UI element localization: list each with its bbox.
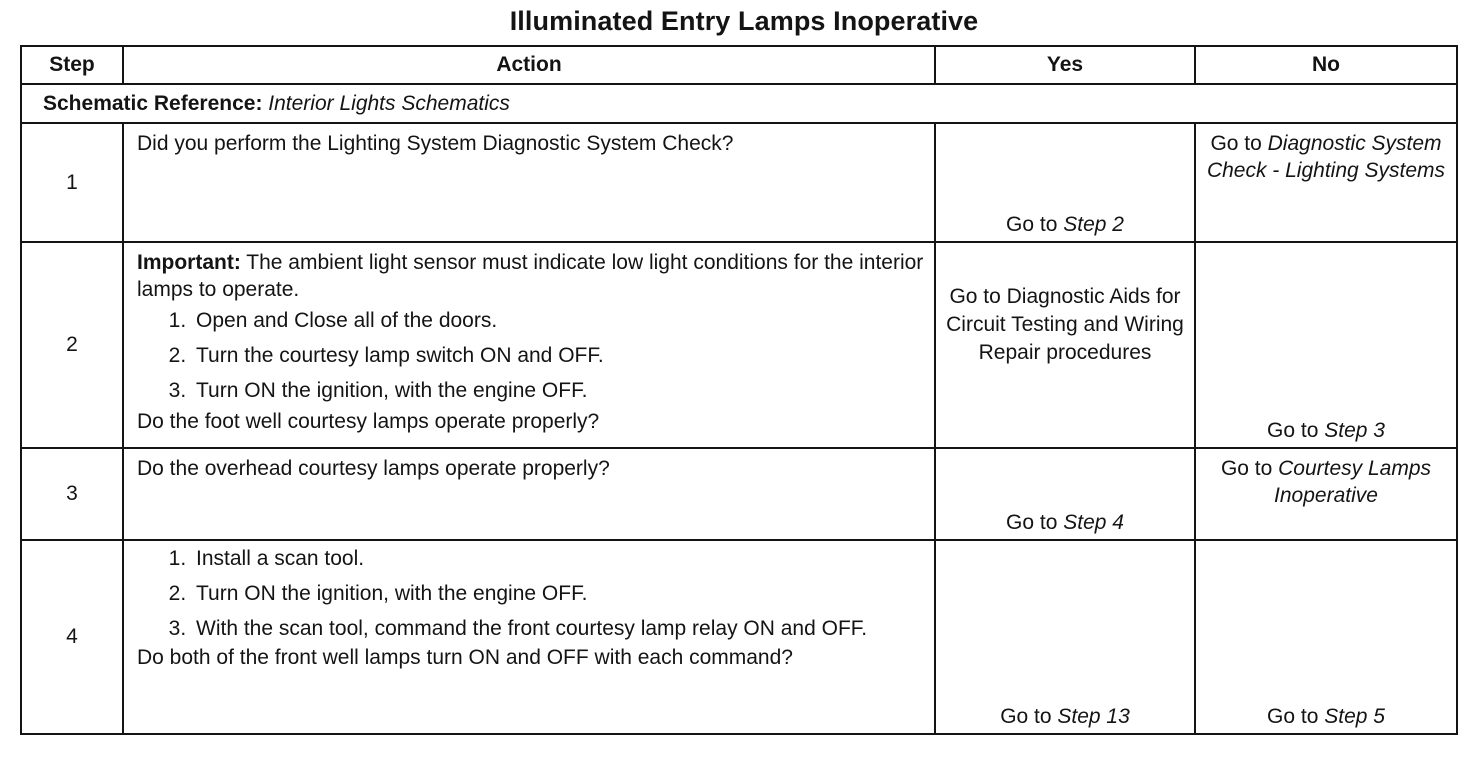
step-number: 2 [21,242,123,448]
list-item: 2. Turn the courtesy lamp switch ON and OFF. [192,342,928,369]
list-item: 3. With the scan tool, command the front courtesy lamp relay ON and OFF. [192,615,928,642]
yes-result [936,213,1194,237]
list-item: 1. Install a scan tool. [192,545,928,572]
yes-result [936,511,1194,535]
schematic-reference-label: Schematic Reference: [43,91,263,115]
step-number: 4 [21,540,123,734]
action-text [124,541,934,670]
yes-cell [935,123,1195,242]
action-cell [123,242,935,448]
header-row [21,46,1457,84]
action-list [137,307,928,404]
page-title: Illuminated Entry Lamps Inoperative [509,6,979,36]
yes-result [936,705,1194,729]
no-result [1196,419,1456,443]
step-number: 1 [21,123,123,242]
yes-link[interactable]: Step 2 [1063,213,1124,236]
no-prefix: Go to [1220,457,1279,480]
no-link[interactable]: Diagnostic System Check - Lighting Systems [1206,132,1446,182]
list-item: 1. Open and Close all of the doors. [192,307,928,334]
yes-link[interactable]: Step 13 [1057,705,1130,728]
action-cell [123,123,935,242]
yes-link[interactable]: Step 4 [1063,511,1124,534]
table-row [21,540,1457,734]
no-result [1196,124,1456,184]
no-cell [1195,448,1457,540]
action-text: Did you perform the Lighting System Diagnostic System Check? [137,132,734,155]
important-text: The ambient light sensor must indicate low light conditions for the interior lamps to operate. [137,251,924,301]
action-text [124,243,934,435]
action-cell [123,540,935,734]
table-row [21,448,1457,540]
step-number: 3 [21,448,123,540]
header-yes: Yes [935,46,1195,84]
schematic-reference [21,84,1457,123]
no-link[interactable]: Step 5 [1324,705,1385,728]
table-row [21,123,1457,242]
list-item: 3. Turn ON the ignition, with the engine OFF. [192,377,928,404]
action-question: Do both of the front well lamps turn ON and OFF with each command? [137,646,793,669]
no-cell [1195,540,1457,734]
yes-cell [935,448,1195,540]
header-step: Step [21,46,123,84]
no-result [1196,449,1456,509]
yes-text: Go to Diagnostic Aids for Circuit Testing and Wiring Repair procedures [946,285,1184,364]
no-prefix: Go to [1210,132,1268,155]
no-result [1196,705,1456,729]
yes-cell [935,242,1195,448]
important-label: Important: [137,251,241,274]
no-cell [1195,123,1457,242]
no-link[interactable]: Courtesy Lamps Inoperative [1274,457,1432,507]
table-row [21,242,1457,448]
yes-result[interactable] [936,243,1194,367]
header-action: Action [123,46,935,84]
diagnostic-table [20,45,1458,735]
list-item: 2. Turn ON the ignition, with the engine OFF. [192,580,928,607]
no-cell [1195,242,1457,448]
action-cell [123,448,935,540]
action-list [137,545,928,642]
action-question: Do the foot well courtesy lamps operate properly? [137,410,600,433]
yes-cell [935,540,1195,734]
yes-prefix: Go to [1006,511,1064,534]
no-link[interactable]: Step 3 [1324,419,1385,442]
schematic-reference-row [21,84,1457,123]
no-prefix: Go to [1267,419,1325,442]
header-no: No [1195,46,1457,84]
yes-prefix: Go to [1006,213,1064,236]
no-prefix: Go to [1267,705,1325,728]
yes-prefix: Go to [1000,705,1058,728]
schematic-reference-link[interactable]: Interior Lights Schematics [268,91,510,115]
action-text: Do the overhead courtesy lamps operate properly? [137,457,610,480]
